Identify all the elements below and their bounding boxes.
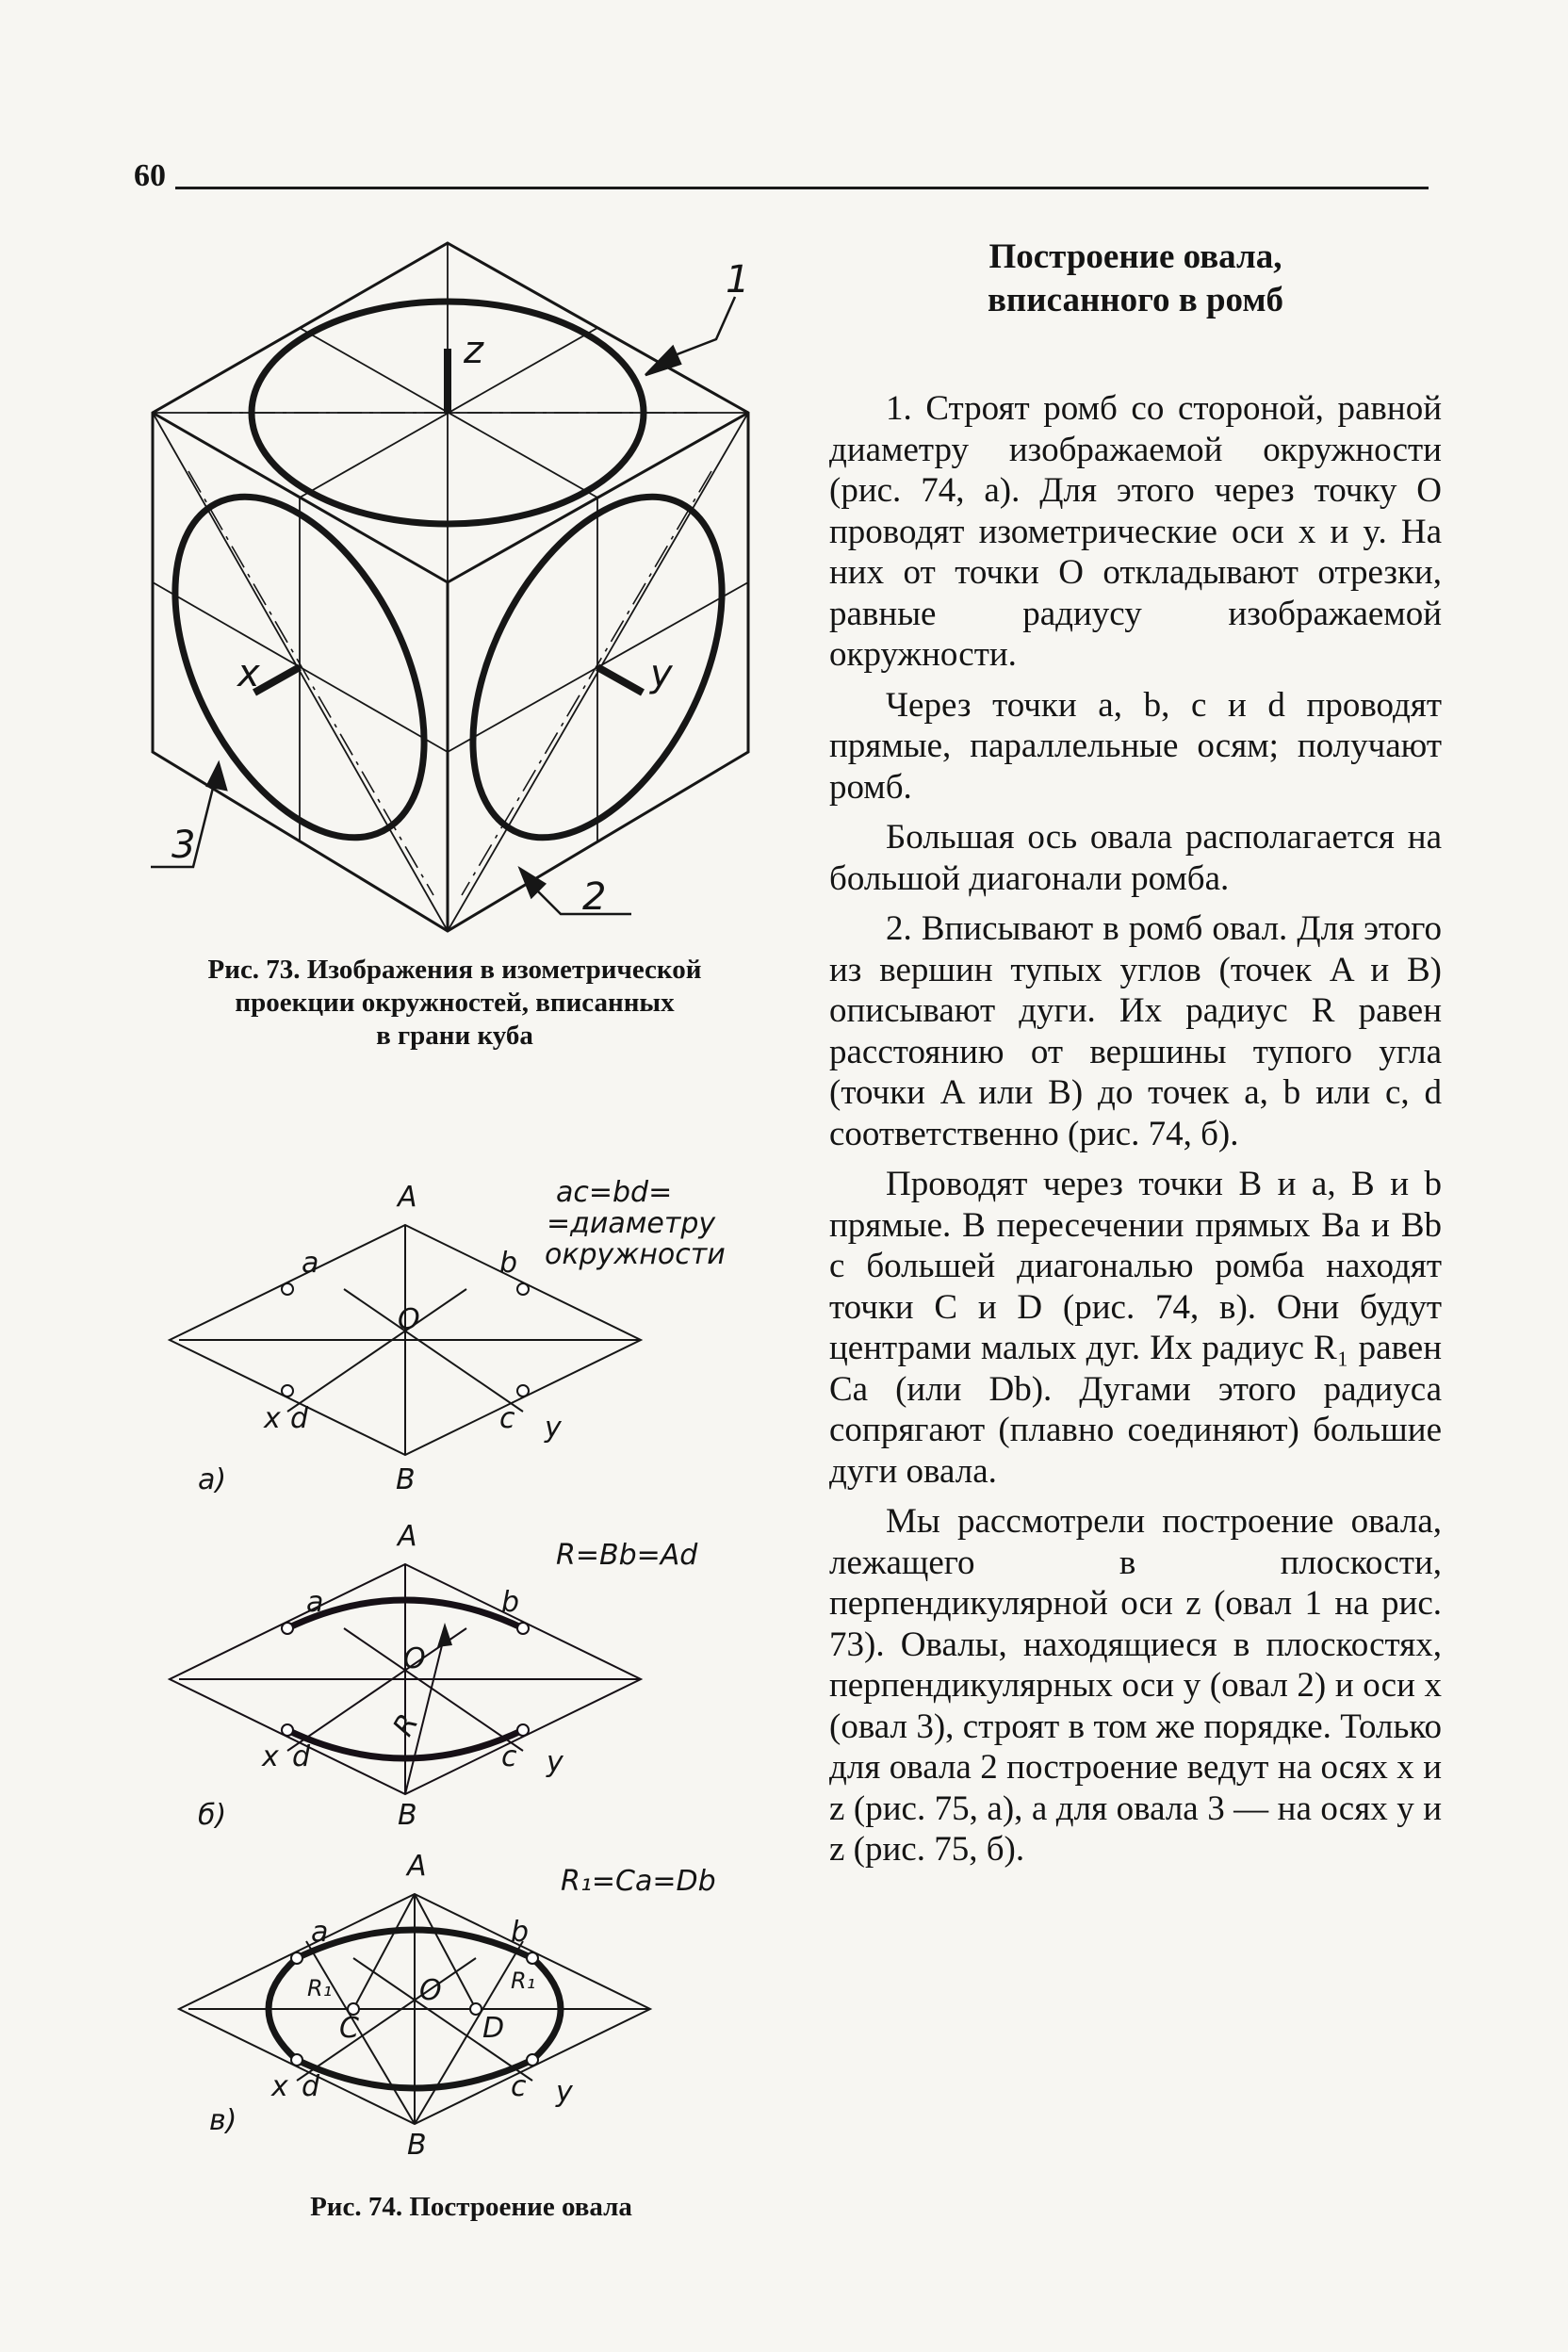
figure-73-cube — [132, 217, 810, 933]
paragraph-2: Через точки a, b, c и d проводят прямые, параллельные осям; получают ромб. — [829, 685, 1442, 807]
figure-73-caption-line3: в грани куба — [376, 1021, 533, 1051]
figure-74a — [151, 1168, 829, 1517]
lbl-R1-right: R₁ — [511, 1968, 536, 1994]
pt-a: a — [306, 1586, 324, 1619]
pt-a: a — [302, 1247, 319, 1280]
axis-x: x — [271, 2070, 288, 2103]
pt-A: A — [398, 1520, 417, 1553]
pt-A: A — [398, 1181, 417, 1214]
callout-2: 2 — [582, 875, 607, 919]
axis-y-mark — [597, 667, 643, 693]
callout-3: 3 — [172, 824, 196, 867]
paragraph-4: 2. Вписывают в ромб овал. Для этого из вершин тупых углов (точек A и B) описывают дуги. Их радиус R равен расстоянию от вершины тупого угла (точки A или B) до точек a, b или c, d соответственно (рис. 74, б). — [829, 909, 1442, 1153]
note-a-line1: ac=bd= — [556, 1176, 673, 1209]
pt-O: O — [398, 1303, 420, 1336]
sub-b: б) — [198, 1799, 227, 1828]
pt-d: d — [292, 1740, 311, 1773]
figure-73-caption-line1: Рис. 73. Изображения в изометрической — [207, 955, 702, 985]
paragraph-3: Большая ось овала располагается на большой диагонали ромба. — [829, 818, 1442, 898]
axis-y: y — [547, 1746, 564, 1779]
figure-73-caption — [141, 954, 768, 1053]
pt-b: b — [499, 1247, 518, 1280]
pt-b: b — [511, 1916, 530, 1949]
paragraph-5: Проводят через точки B и a, B и b прямые. В пересечении прямых Ba и Bb с большей диагональю ромба находят точки C и D (рис. 74, в). Они будут центрами малых дуг. Их радиус R₁ равен Ca (или Db). Дугами этого радиуса сопрягают (плавно соединяют) большие дуги овала. — [829, 1165, 1442, 1491]
pt-A: A — [407, 1850, 427, 1883]
pt-d: d — [302, 2070, 320, 2103]
axis-x-mark — [254, 667, 300, 693]
note-a-line3: окружности — [545, 1238, 726, 1271]
figure-73-caption-line2: проекции окружностей, вписанных — [235, 988, 675, 1018]
paragraph-6: Мы рассмотрели построение овала, лежащего в плоскости, перпендикулярной оси z (овал 1 на рис. 73). Овалы, находящиеся в плоскостях, перпендикулярных оси y (овал 2) и оси x (овал 3), строят в том же порядке. Только для овала 2 построение ведут на осях x и z (рис. 75, а), а для овала 3 — на осях y и z (рис. 75, б). — [829, 1502, 1442, 1869]
section-title-line2: вписанного в ромб — [987, 281, 1284, 319]
pt-B: B — [407, 2129, 427, 2158]
header-rule — [175, 187, 1429, 189]
pt-c: c — [499, 1402, 515, 1435]
pt-c: c — [511, 2070, 527, 2103]
pt-b: b — [501, 1586, 520, 1619]
sub-a: а) — [198, 1463, 227, 1496]
text-column — [829, 236, 1442, 1880]
note-b: R=Bb=Ad — [556, 1539, 698, 1572]
callout-1: 1 — [726, 258, 750, 302]
lbl-R1-left: R₁ — [307, 1975, 333, 2001]
section-title — [829, 236, 1442, 322]
axis-y: y — [545, 1412, 562, 1445]
note-a-line2: =диаметру — [547, 1207, 716, 1240]
page-number: 60 — [134, 158, 166, 193]
pt-B: B — [398, 1799, 417, 1828]
figure-74-caption: Рис. 74. Построение овала — [310, 2192, 632, 2222]
label-x: x — [237, 652, 260, 695]
label-y: y — [650, 652, 673, 695]
pt-c: c — [501, 1740, 517, 1773]
pt-B: B — [396, 1463, 416, 1496]
pt-D: D — [482, 2012, 505, 2045]
sub-c: в) — [209, 2104, 237, 2137]
cube-outline — [153, 243, 748, 931]
pt-d: d — [290, 1402, 309, 1435]
paragraph-1: 1. Строят ромб со стороной, равной диаметру изображаемой окружности (рис. 74, а). Для этого через точку О проводят изометрические оси x и y. На них от точки О откладывают отрезки, равные радиусу изображаемой окружности. — [829, 389, 1442, 674]
oval-3 — [132, 456, 476, 877]
axis-x: x — [264, 1402, 281, 1435]
lbl-R: R — [386, 1708, 426, 1742]
label-z: z — [464, 329, 483, 372]
axis-y: y — [556, 2076, 573, 2109]
pt-C: C — [339, 2012, 359, 2045]
pt-O: O — [403, 1642, 426, 1675]
section-title-line1: Построение овала, — [988, 237, 1282, 276]
figure-74b — [151, 1517, 829, 1828]
pt-O: O — [419, 1974, 442, 2007]
figure-74c — [151, 1847, 829, 2158]
pt-a: a — [311, 1916, 329, 1949]
axis-x: x — [262, 1740, 279, 1773]
note-c: R₁=Ca=Db — [561, 1865, 716, 1898]
